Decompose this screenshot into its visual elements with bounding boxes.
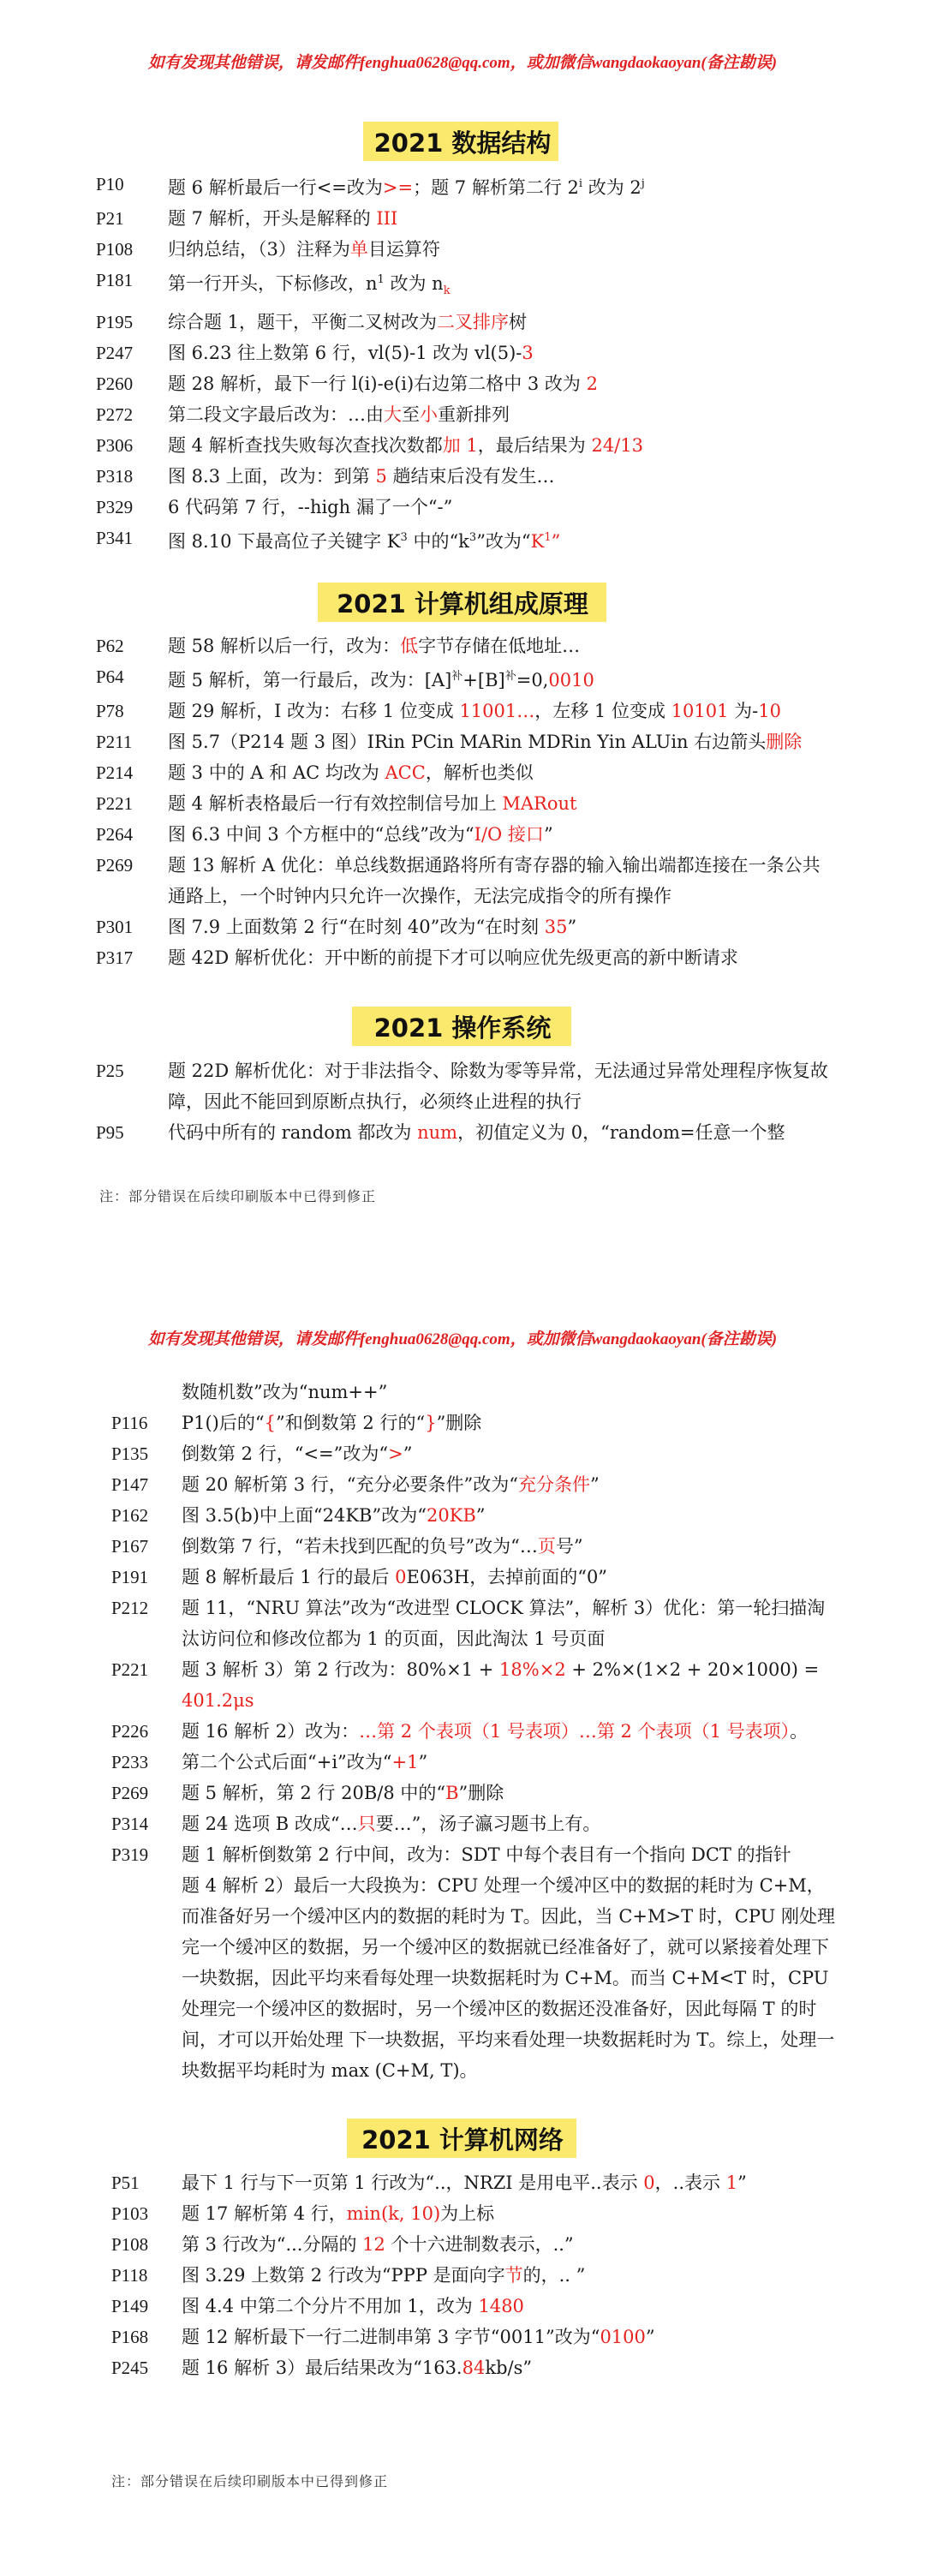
erratum-fragment: 归纳总结，（3）注释为 (168, 239, 350, 260)
correction-text: 单 (349, 239, 368, 260)
correction-text: 1480 (478, 2296, 524, 2316)
erratum-text (168, 430, 832, 461)
erratum-fragment: 第二段文字最后改为：…由 (168, 404, 384, 426)
erratum-row (111, 2322, 838, 2352)
erratum-text (168, 757, 832, 788)
erratum-fragment: 最下 1 行与下一页第 1 行改为“..，NRZI 是用电平..表示 (182, 2173, 644, 2193)
page-ref: P226 (111, 1721, 149, 1742)
erratum-fragment: 题 5 解析，第一行最后，改为：[A] (168, 670, 452, 690)
erratum-fragment: 。 (790, 1721, 809, 1742)
erratum-row (111, 2260, 838, 2291)
erratum-text (182, 1438, 838, 1469)
page-ref: P264 (96, 824, 134, 845)
erratum-fragment: 题 4 解析查找失败每次查找次数都 (168, 435, 443, 457)
page-ref: P211 (96, 732, 133, 752)
page-ref: P168 (111, 2327, 149, 2347)
correction-text: > (388, 1443, 403, 1464)
erratum-fragment: k (443, 284, 451, 298)
footnote: 注：部分错误在后续印刷版本中已得到修正 (111, 2475, 389, 2489)
erratum-row (96, 911, 832, 942)
correction-text: I/O 接口 (474, 824, 544, 845)
page-ref: P314 (111, 1814, 149, 1834)
erratum-fragment: 题 13 解析 A 优化：单总线数据通路将所有寄存器的输入输出端都连接在一条公共通路上，一个时钟内只允许一次操作，无法完成指令的所有操作 (168, 855, 821, 906)
erratum-fragment: 图 4.4 中第二个分片不用加 1，改为 (182, 2296, 479, 2316)
erratum-row (96, 368, 832, 399)
page-ref: P319 (111, 1844, 149, 1865)
erratum-text (182, 1531, 838, 1562)
erratum-fragment: ” (645, 2327, 655, 2347)
erratum-text (182, 2352, 838, 2383)
erratum-row (111, 1531, 838, 1562)
correction-text: B (445, 1783, 459, 1803)
erratum-fragment: ，左移 1 位变成 (534, 701, 671, 721)
erratum-fragment: ，..表示 (654, 2173, 726, 2193)
page-ref: P212 (111, 1598, 149, 1618)
page-ref: P195 (96, 312, 134, 333)
erratum-row (96, 819, 832, 850)
page-ref: P108 (111, 2234, 149, 2255)
correction-text: 401.2μs (182, 1690, 254, 1711)
correction-text: >= (382, 177, 414, 198)
erratum-fragment: 改为 n (384, 273, 444, 294)
erratum-fragment: 题 29 解析，I 改为：右移 1 位变成 (168, 701, 460, 721)
erratum-text (182, 1500, 838, 1531)
erratum-fragment: 题 5 解析，第 2 行 20B/8 中的“ (182, 1783, 446, 1803)
section-title-data-structure: 2021 数据结构 (373, 129, 552, 158)
correction-text: } (425, 1413, 437, 1433)
erratum-text (168, 788, 832, 819)
erratum-text (168, 307, 832, 338)
erratum-text (182, 1808, 838, 1839)
erratum-row (111, 2198, 838, 2229)
correction-text: { (264, 1413, 276, 1433)
correction-text: 节 (504, 2265, 523, 2286)
erratum-text (168, 169, 832, 203)
correction-text: +1 (391, 1752, 419, 1772)
correction-text: MARout (502, 793, 577, 814)
erratum-fragment: =0, (516, 670, 549, 690)
page-ref: P25 (96, 1061, 124, 1081)
section-title-computer-network: 2021 计算机网络 (361, 2125, 564, 2155)
erratum-fragment: 第一行开头，下标修改，n (168, 273, 378, 294)
erratum-fragment: 重新排列 (438, 404, 510, 426)
erratum-fragment: 题 22D 解析优化：对于非法指令、除数为零等异常，无法通过异常处理程序恢复故障，因此不能回到原断点执行，必须终止进程的执行 (168, 1061, 828, 1112)
erratum-fragment: 综合题 1，题干，平衡二叉树改为 (168, 312, 438, 333)
erratum-fragment: 题 28 解析，最下一行 l(i)-e(i)右边第二格中 3 改为 (168, 374, 587, 395)
erratum-fragment: 中的“k (407, 531, 469, 553)
erratum-row (111, 1716, 838, 1747)
erratum-row (96, 523, 832, 557)
correction-text: 20KB (426, 1505, 476, 1526)
erratum-text (168, 942, 832, 973)
erratum-text (168, 631, 832, 661)
erratum-fragment: 图 3.5(b)中上面“24KB”改为“ (182, 1505, 427, 1526)
erratum-text (182, 1593, 838, 1654)
erratum-fragment: 为- (728, 701, 759, 721)
correction-text: III (376, 208, 398, 229)
correction-text: 10 (758, 701, 781, 721)
page-ref: P318 (96, 466, 134, 487)
erratum-row (96, 307, 832, 338)
erratum-fragment: 题 16 解析 3）最后结果改为“163. (182, 2358, 462, 2378)
erratum-fragment: 至 (402, 404, 420, 426)
erratum-fragment: 为上标 (440, 2203, 495, 2224)
correction-text: 18%×2 (499, 1659, 566, 1680)
erratum-text (182, 2260, 838, 2291)
erratum-fragment: 第二个公式后面“+i”改为“ (182, 1752, 392, 1772)
erratum-fragment: 3 (400, 531, 408, 545)
erratum-text (168, 265, 832, 307)
erratum-fragment: ”和倒数第 2 行的“ (276, 1413, 426, 1433)
erratum-fragment: 题 11，“NRU 算法”改为“改进型 CLOCK 算法”，解析 3）优化：第一轮扫描淘汰访问位和修改位都为 1 的页面，因此淘汰 1 号页面 (182, 1598, 826, 1649)
section-rows-data-structure (96, 169, 832, 557)
erratum-text (168, 368, 832, 399)
erratum-row (96, 492, 832, 523)
correction-text: 加 1 (442, 435, 478, 457)
erratum-text (168, 234, 832, 265)
erratum-row (96, 1117, 832, 1148)
erratum-row (111, 1839, 838, 2086)
erratum-text (168, 696, 832, 726)
section-rows-operating-system (96, 1055, 832, 1148)
erratum-fragment: 图 5.7（P214 题 3 图）IRin PCin MARin MDRin Yin ALUin 右边箭头 (168, 732, 767, 752)
correction-text: 12 (362, 2234, 385, 2255)
page-ref: P214 (96, 762, 134, 783)
erratum-fragment: ” (543, 824, 553, 845)
correction-text: 0 (395, 1567, 407, 1587)
erratum-text (168, 523, 832, 557)
erratum-row (96, 430, 832, 461)
erratum-row (111, 2291, 838, 2322)
erratum-row (96, 631, 832, 661)
erratum-fragment: ，最后结果为 (477, 435, 592, 457)
erratum-row (96, 203, 832, 234)
erratum-fragment: 题 12 解析最下一行二进制串第 3 字节“0011”改为“ (182, 2327, 600, 2347)
page-ref: P245 (111, 2358, 149, 2378)
erratum-text (168, 726, 832, 757)
page-ref: P269 (111, 1783, 149, 1803)
erratum-fragment: 题 24 选项 B 改成“… (182, 1814, 358, 1834)
section-rows-computer-network (111, 2167, 838, 2383)
page-ref: P181 (96, 270, 134, 290)
correction-text: 删除 (766, 732, 803, 752)
page-1 (0, 0, 925, 1276)
erratum-fragment: 题 3 中的 A 和 AC 均改为 (168, 762, 385, 783)
page-ref: P301 (96, 917, 134, 937)
page-header: 如有发现其他错误，请发邮件fenghua0628@qq.com，或加微信wangdaokaoyan(备注勘误) (147, 54, 778, 72)
erratum-fragment: ” (418, 1752, 428, 1772)
correction-text: 84 (462, 2358, 486, 2378)
correction-text: 0010 (548, 670, 594, 690)
correction-text: 只 (357, 1814, 376, 1834)
erratum-text (168, 492, 832, 523)
erratum-fragment: 改为 2 (582, 177, 642, 198)
page-header: 如有发现其他错误，请发邮件fenghua0628@qq.com，或加微信wangdaokaoyan(备注勘误) (147, 1330, 778, 1348)
erratum-row (111, 1808, 838, 1839)
erratum-row (96, 788, 832, 819)
erratum-fragment: 图 7.9 上面数第 2 行“在时刻 40”改为“在时刻 (168, 917, 545, 937)
erratum-fragment: ” (567, 917, 577, 937)
correction-text: 35 (544, 917, 568, 937)
erratum-text (182, 2167, 838, 2198)
page-ref: P233 (111, 1752, 149, 1772)
page-ref: P272 (96, 404, 134, 426)
erratum-fragment: 的，.. ” (522, 2265, 586, 2286)
erratum-fragment: ”改为“ (476, 531, 531, 553)
erratum-fragment: 题 8 解析最后 1 行的最后 (182, 1567, 396, 1587)
erratum-fragment: 题 7 解析，开头是解释的 (168, 208, 377, 229)
page-ref: P116 (111, 1413, 148, 1433)
page-ref: P118 (111, 2265, 148, 2286)
erratum-fragment: ” (475, 1505, 486, 1526)
erratum-text (168, 338, 832, 368)
correction-text: 大 (384, 404, 402, 426)
erratum-text (182, 1716, 838, 1747)
erratum-fragment: 补 (504, 670, 516, 683)
correction-text: 0 (643, 2173, 655, 2193)
section-rows-computer-organization (96, 631, 832, 973)
erratum-row (111, 1654, 838, 1716)
erratum-text (182, 2229, 838, 2260)
erratum-row (111, 1593, 838, 1654)
erratum-fragment: ” (737, 2173, 747, 2193)
erratum-row (111, 2229, 838, 2260)
page-ref: P147 (111, 1474, 149, 1495)
erratum-row (111, 1469, 838, 1500)
erratum-fragment: 题 3 解析 3）第 2 行改为：80%×1 + (182, 1659, 500, 1680)
correction-text: …第 2 个表项（1 号表项）…第 2 个表项（1 号表项） (359, 1721, 791, 1742)
correction-text: 11001… (459, 701, 535, 721)
erratum-fragment: + 2%×(1×2 + 20×1000) = (565, 1659, 825, 1680)
erratum-fragment: ”删除 (458, 1783, 504, 1803)
erratum-fragment: 树 (509, 312, 528, 333)
page-ref: P21 (96, 208, 124, 229)
erratum-fragment: 趟结束后没有发生… (386, 466, 555, 487)
erratum-row (111, 1500, 838, 1531)
erratum-fragment: ；题 7 解析第二行 2 (413, 177, 579, 198)
correction-text: 3 (522, 343, 534, 364)
correction-text: 5 (375, 466, 387, 487)
erratum-fragment: 题 58 解析以后一行，改为： (168, 636, 401, 656)
erratum-text (182, 1562, 838, 1593)
section-title-computer-organization: 2021 计算机组成原理 (337, 589, 588, 619)
page-ref: P95 (96, 1122, 124, 1143)
erratum-row (96, 265, 832, 307)
erratum-fragment: i (578, 177, 583, 190)
erratum-fragment: 1 (544, 531, 552, 545)
page-ref: P317 (96, 947, 134, 968)
continuation-line: 数随机数”改为“num++” (182, 1382, 388, 1402)
page-ref: P51 (111, 2173, 140, 2193)
correction-text: K (530, 531, 545, 553)
erratum-fragment: +[B] (462, 670, 505, 690)
erratum-row (96, 399, 832, 430)
erratum-fragment: ” (403, 1443, 413, 1464)
erratum-row (96, 234, 832, 265)
erratum-fragment: 第 3 行改为“...分隔的 (182, 2234, 363, 2255)
page-ref: P221 (96, 793, 134, 814)
erratum-fragment: 号” (555, 1536, 583, 1557)
page-ref: P108 (96, 239, 134, 260)
erratum-text (168, 203, 832, 234)
correction-text: min(k, 10) (346, 2203, 441, 2224)
erratum-row (111, 1438, 838, 1469)
erratum-text (168, 661, 832, 696)
correction-text: 小 (420, 404, 438, 426)
page-2 (0, 1276, 925, 2576)
page-ref: P260 (96, 374, 134, 395)
erratum-fragment: 3 (468, 531, 477, 545)
page-ref: P329 (96, 497, 134, 518)
erratum-fragment: j (641, 177, 645, 190)
erratum-row (96, 338, 832, 368)
erratum-fragment: 图 8.3 上面，改为：到第 (168, 466, 376, 487)
page-ref: P149 (111, 2296, 149, 2316)
correction-text: 低 (400, 636, 419, 656)
correction-text: 页 (537, 1536, 556, 1557)
correction-text: 2 (586, 374, 598, 395)
erratum-text (168, 461, 832, 492)
page-ref: P221 (111, 1659, 149, 1680)
section-rows-operating-system-cont (111, 1408, 838, 2086)
erratum-row (111, 1778, 838, 1808)
section-title-operating-system: 2021 操作系统 (373, 1013, 552, 1043)
correction-text: num (417, 1122, 458, 1143)
page-ref: P306 (96, 435, 134, 457)
erratum-row (96, 757, 832, 788)
erratum-text (168, 819, 832, 850)
erratum-fragment: 6 代码第 7 行，--high 漏了一个“-” (168, 497, 453, 518)
erratum-fragment: 字节存储在低地址… (418, 636, 581, 656)
erratum-row (111, 1408, 838, 1438)
continuation-block (182, 1377, 832, 1408)
correction-text: 24/13 (591, 435, 643, 457)
erratum-text (182, 2322, 838, 2352)
erratum-row (111, 2167, 838, 2198)
erratum-fragment: 图 6.23 往上数第 6 行，vl(5)-1 改为 vl(5)- (168, 343, 522, 364)
erratum-text (182, 2291, 838, 2322)
page-ref: P162 (111, 1505, 149, 1526)
erratum-fragment: 题 4 解析表格最后一行有效控制信号加上 (168, 793, 503, 814)
erratum-text (168, 399, 832, 430)
erratum-fragment: 题 16 解析 2）改为： (182, 1721, 360, 1742)
erratum-fragment: ”删除 (436, 1413, 482, 1433)
erratum-fragment: ” (590, 1474, 600, 1495)
erratum-row (111, 1747, 838, 1778)
erratum-fragment: 目运算符 (367, 239, 440, 260)
erratum-text (168, 1117, 832, 1148)
erratum-fragment: 补 (451, 670, 463, 683)
erratum-fragment: 倒数第 7 行，“若未找到匹配的负号”改为“… (182, 1536, 538, 1557)
erratum-fragment: 题 1 解析倒数第 2 行中间，改为：SDT 中每个表目有一个指向 DCT 的指针 题 4 解析 2）最后一大段换为：CPU 处理一个缓冲区中的数据的耗时为 C+M，而准备好另一个缓冲区内的数据的耗时为 T。因此，当 C+M>T 时，CPU 刚处理完一个缓冲区的数据，另一个缓冲区的数据就已经准备好了，就可以紧接着处理下一块数据，因此平均来看每处理一块数据耗时为 C+M。而当 C+M<T 时，CPU 处理完一个缓冲区的数据时，另一个缓冲区的数据还没准备好，因此每隔 T 的时间，才可以开始处理 下一块数据，平均来看处理一块数据耗时为 T。综上，处理一块数据平均耗时为 max (C+M, T)。 (182, 1844, 836, 2081)
correction-text: 10101 (671, 701, 729, 721)
erratum-row (96, 696, 832, 726)
page-ref: P191 (111, 1567, 149, 1587)
erratum-fragment: 代码中所有的 random 都改为 (168, 1122, 418, 1143)
erratum-fragment: 题 42D 解析优化：开中断的前提下才可以响应优先级更高的新中断请求 (168, 947, 738, 968)
correction-text: ACC (385, 762, 426, 783)
erratum-text (182, 1747, 838, 1778)
page-ref: P135 (111, 1443, 149, 1464)
erratum-fragment: 图 8.10 下最高位子关键字 K (168, 531, 401, 553)
correction-text: 1 (725, 2173, 738, 2193)
erratum-fragment: ，初值定义为 0，“random=任意一个整 (457, 1122, 785, 1143)
page-ref: P167 (111, 1536, 149, 1557)
erratum-text (182, 1839, 838, 2086)
erratum-row (96, 850, 832, 911)
erratum-text (182, 1469, 838, 1500)
erratum-text (182, 1654, 838, 1716)
erratum-text (182, 2198, 838, 2229)
erratum-row (96, 942, 832, 973)
erratum-text (182, 1778, 838, 1808)
erratum-row (96, 461, 832, 492)
erratum-fragment: 题 17 解析第 4 行， (182, 2203, 347, 2224)
erratum-fragment: 倒数第 2 行，“<=”改为“ (182, 1443, 389, 1464)
correction-text: 二叉排序 (437, 312, 510, 333)
erratum-row (96, 726, 832, 757)
page-ref: P10 (96, 174, 124, 194)
page-ref: P269 (96, 855, 134, 876)
erratum-row (96, 169, 832, 203)
correction-text: 0100 (600, 2327, 646, 2347)
page-ref: P62 (96, 636, 124, 656)
page-ref: P103 (111, 2203, 149, 2224)
erratum-text (168, 1055, 832, 1117)
footnote: 注：部分错误在后续印刷版本中已得到修正 (99, 1190, 377, 1204)
correction-text: 充分条件 (518, 1474, 590, 1495)
erratum-fragment: ，解析也类似 (425, 762, 534, 783)
erratum-fragment: P1()后的“ (182, 1413, 265, 1433)
erratum-fragment: 1 (377, 273, 385, 286)
erratum-text (182, 1408, 838, 1438)
erratum-fragment: kb/s” (485, 2358, 533, 2378)
erratum-row (96, 1055, 832, 1117)
erratum-row (111, 1562, 838, 1593)
erratum-text (168, 911, 832, 942)
page-ref: P78 (96, 701, 124, 721)
erratum-fragment: 题 6 解析最后一行<=改为 (168, 177, 383, 198)
erratum-row (96, 661, 832, 696)
correction-text: ” (551, 531, 561, 553)
erratum-fragment: 要…”，汤子瀛习题书上有。 (375, 1814, 601, 1834)
page-ref: P64 (96, 666, 124, 687)
erratum-fragment: 图 3.29 上数第 2 行改为“PPP 是面向字 (182, 2265, 505, 2286)
page-ref: P341 (96, 528, 134, 549)
erratum-fragment: 个十六进制数表示，..” (385, 2234, 574, 2255)
erratum-fragment: E063H，去掉前面的“0” (406, 1567, 608, 1587)
erratum-row (111, 2352, 838, 2383)
erratum-fragment: 图 6.3 中间 3 个方框中的“总线”改为“ (168, 824, 474, 845)
erratum-fragment: 题 20 解析第 3 行，“充分必要条件”改为“ (182, 1474, 518, 1495)
page-ref: P247 (96, 343, 134, 364)
erratum-text (168, 850, 832, 911)
